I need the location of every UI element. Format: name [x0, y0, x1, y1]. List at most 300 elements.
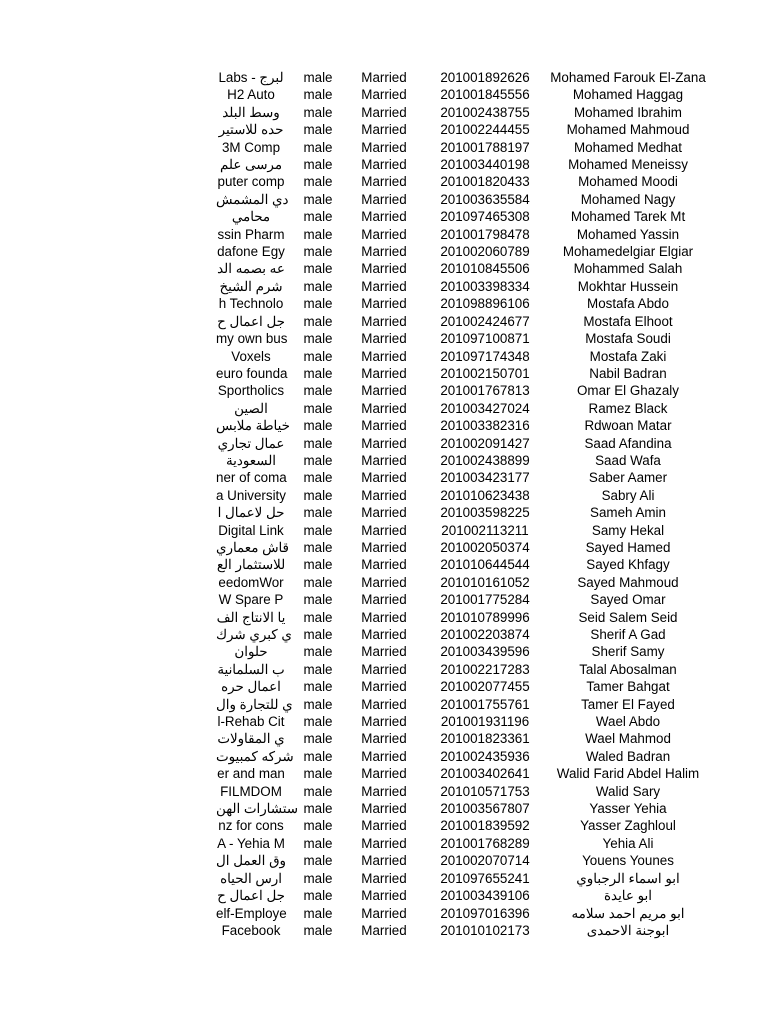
company-cell: جل اعمال ح — [217, 313, 285, 329]
marital-status-cell: Married — [361, 348, 407, 364]
company-cell: مرسى علم — [220, 157, 282, 173]
marital-status-cell: Married — [361, 278, 407, 294]
table-row — [0, 121, 768, 138]
table-row — [0, 139, 768, 156]
phone-cell: 201097100871 — [440, 331, 530, 347]
company-cell: ب السلمانية — [217, 661, 285, 677]
marital-status-cell: Married — [361, 261, 407, 277]
name-cell: Mostafa Abdo — [587, 296, 669, 312]
company-cell: ستشارات الهن — [216, 801, 298, 817]
company-cell: اعمال حره — [221, 679, 281, 695]
phone-cell: 201010571753 — [440, 783, 530, 799]
table-row — [0, 260, 768, 277]
name-cell: Sameh Amin — [590, 505, 666, 521]
table-row — [0, 905, 768, 922]
table-row — [0, 870, 768, 887]
name-cell: Tamer Bahgat — [586, 679, 670, 695]
name-cell: Walid Sary — [595, 783, 661, 799]
company-cell: ي للتجارة وال — [216, 696, 293, 712]
company-cell: euro founda — [216, 365, 288, 381]
table-row — [0, 452, 768, 469]
phone-cell: 201097465308 — [440, 209, 530, 225]
company-cell: حده للاستير — [218, 122, 284, 138]
marital-status-cell: Married — [361, 557, 407, 573]
gender-cell: male — [303, 574, 333, 590]
table-row — [0, 104, 768, 121]
company-cell: Sportholics — [217, 383, 285, 399]
gender-cell: male — [303, 853, 333, 869]
name-cell: Sayed Omar — [590, 592, 666, 608]
company-cell: nz for cons — [218, 818, 284, 834]
table-row — [0, 348, 768, 365]
phone-cell: 201003440198 — [440, 157, 530, 173]
table-row — [0, 435, 768, 452]
name-cell: Wael Abdo — [595, 714, 661, 730]
company-cell: ssin Pharm — [217, 226, 285, 242]
company-cell: حلوان — [234, 644, 268, 660]
table-row — [0, 243, 768, 260]
marital-status-cell: Married — [361, 696, 407, 712]
phone-cell: 201010789996 — [440, 609, 530, 625]
phone-cell: 201002060789 — [440, 244, 530, 260]
name-cell: Tamer El Fayed — [581, 696, 675, 712]
name-cell: Wael Mahmod — [585, 731, 671, 747]
marital-status-cell: Married — [361, 801, 407, 817]
marital-status-cell: Married — [361, 470, 407, 486]
gender-cell: male — [303, 714, 333, 730]
name-cell: Nabil Badran — [589, 365, 667, 381]
company-cell: W Spare P — [218, 592, 284, 608]
company-cell: يا الانتاج الف — [216, 609, 286, 625]
marital-status-cell: Married — [361, 888, 407, 904]
marital-status-cell: Married — [361, 748, 407, 764]
gender-cell: male — [303, 609, 333, 625]
gender-cell: male — [303, 470, 333, 486]
table-row — [0, 696, 768, 713]
phone-cell: 201001768289 — [440, 835, 530, 851]
marital-status-cell: Married — [361, 191, 407, 207]
gender-cell: male — [303, 661, 333, 677]
marital-status-cell: Married — [361, 783, 407, 799]
marital-status-cell: Married — [361, 627, 407, 642]
company-cell: A - Yehia M — [217, 835, 285, 851]
name-cell: Mohamed Ibrahim — [574, 104, 682, 120]
table-row — [0, 626, 768, 643]
name-cell: Sherif A Gad — [590, 627, 666, 642]
marital-status-cell: Married — [361, 313, 407, 329]
marital-status-cell: Married — [361, 365, 407, 381]
phone-cell: 201003439596 — [440, 644, 530, 660]
table-row — [0, 487, 768, 504]
marital-status-cell: Married — [361, 157, 407, 173]
table-row — [0, 609, 768, 626]
marital-status-cell: Married — [361, 835, 407, 851]
company-cell: للاستثمار الع — [216, 557, 286, 573]
company-cell: a University — [216, 487, 286, 503]
marital-status-cell: Married — [361, 766, 407, 782]
company-cell: dafone Egy — [217, 244, 285, 260]
name-cell: Mostafa Zaki — [589, 348, 667, 364]
gender-cell: male — [303, 818, 333, 834]
table-row — [0, 678, 768, 695]
gender-cell: male — [303, 835, 333, 851]
company-cell: وسط البلد — [222, 104, 280, 120]
phone-cell: 201003402641 — [440, 766, 530, 782]
table-row — [0, 295, 768, 312]
marital-status-cell: Married — [361, 922, 407, 938]
marital-status-cell: Married — [361, 661, 407, 677]
name-cell: Mohamed Mahmoud — [566, 122, 690, 138]
phone-cell: 201002244455 — [440, 122, 530, 138]
company-cell: خياطة ملابس — [216, 418, 290, 434]
marital-status-cell: Married — [361, 731, 407, 747]
company-cell: عه بصمه الد — [217, 261, 285, 277]
name-cell: Mohamed Medhat — [574, 139, 682, 155]
phone-cell: 201003382316 — [440, 418, 530, 434]
marital-status-cell: Married — [361, 331, 407, 347]
table-row — [0, 539, 768, 556]
phone-cell: 201002150701 — [440, 365, 530, 381]
phone-cell: 201010623438 — [440, 487, 530, 503]
marital-status-cell: Married — [361, 418, 407, 434]
company-cell: l-Rehab Cit — [217, 714, 285, 730]
gender-cell: male — [303, 331, 333, 347]
name-cell: Mohamedelgiar Elgiar — [562, 244, 694, 260]
company-cell: شرم الشيخ — [219, 278, 283, 294]
name-cell: Yehia Ali — [602, 835, 654, 851]
name-cell: Mohamed Farouk El-Zana — [550, 70, 706, 85]
phone-cell: 201002435936 — [440, 748, 530, 764]
marital-status-cell: Married — [361, 574, 407, 590]
gender-cell: male — [303, 731, 333, 747]
table-row — [0, 156, 768, 173]
table-row — [0, 417, 768, 434]
phone-cell: 201010161052 — [440, 574, 530, 590]
company-cell: puter comp — [217, 174, 285, 190]
phone-cell: 201001820433 — [440, 174, 530, 190]
company-cell: Facebook — [221, 922, 281, 938]
gender-cell: male — [303, 435, 333, 451]
company-cell: الصين — [234, 400, 268, 416]
gender-cell: male — [303, 644, 333, 660]
company-cell: ي المقاولات — [217, 731, 285, 747]
name-cell: Mohamed Haggag — [572, 87, 684, 103]
name-cell: Mokhtar Hussein — [577, 278, 679, 294]
gender-cell: male — [303, 766, 333, 782]
marital-status-cell: Married — [361, 174, 407, 190]
table-row — [0, 817, 768, 834]
phone-cell: 201002217283 — [440, 661, 530, 677]
gender-cell: male — [303, 139, 333, 155]
company-cell: وق العمل ال — [216, 853, 286, 869]
table-row — [0, 922, 768, 939]
gender-cell: male — [303, 557, 333, 573]
name-cell: Yasser Yehia — [589, 801, 667, 817]
table-row — [0, 730, 768, 747]
company-cell: Digital Link — [218, 522, 284, 538]
company-cell: my own bus — [216, 331, 288, 347]
name-cell: Omar El Ghazaly — [577, 383, 679, 399]
gender-cell: male — [303, 505, 333, 521]
name-cell: Mohamed Yassin — [576, 226, 680, 242]
gender-cell: male — [303, 174, 333, 190]
name-cell: Sherif Samy — [591, 644, 665, 660]
marital-status-cell: Married — [361, 818, 407, 834]
gender-cell: male — [303, 383, 333, 399]
company-cell: عمال تجاري — [217, 435, 285, 451]
company-cell: ي كبري شرك — [216, 627, 292, 642]
phone-cell: 201001798478 — [440, 226, 530, 242]
marital-status-cell: Married — [361, 87, 407, 103]
name-cell: Walid Farid Abdel Halim — [556, 766, 700, 782]
name-cell: Waled Badran — [585, 748, 671, 764]
gender-cell: male — [303, 313, 333, 329]
company-cell: شركه كمبيوت — [216, 748, 294, 764]
table-row — [0, 69, 768, 86]
phone-cell: 201001775284 — [440, 592, 530, 608]
table-row — [0, 765, 768, 782]
marital-status-cell: Married — [361, 505, 407, 521]
marital-status-cell: Married — [361, 209, 407, 225]
table-row — [0, 191, 768, 208]
gender-cell: male — [303, 905, 333, 921]
name-cell: Yasser Zaghloul — [580, 818, 676, 834]
phone-cell: 201010845506 — [440, 261, 530, 277]
company-cell: er and man — [217, 766, 285, 782]
name-cell: Saad Wafa — [595, 452, 661, 468]
company-cell: h Technolo — [218, 296, 284, 312]
company-cell: H2 Auto — [227, 87, 275, 103]
table-row — [0, 556, 768, 573]
table-row — [0, 643, 768, 660]
table-row — [0, 591, 768, 608]
company-cell: دي المشمش — [216, 191, 289, 207]
gender-cell: male — [303, 365, 333, 381]
table-row — [0, 852, 768, 869]
table-row — [0, 382, 768, 399]
phone-cell: 201010102173 — [440, 922, 530, 938]
phone-cell: 201002113211 — [441, 522, 529, 538]
name-cell: Saad Afandina — [584, 435, 672, 451]
phone-cell: 201001839592 — [440, 818, 530, 834]
marital-status-cell: Married — [361, 244, 407, 260]
gender-cell: male — [303, 209, 333, 225]
phone-cell: 201001845556 — [440, 87, 530, 103]
name-cell: Rdwoan Matar — [584, 418, 672, 434]
name-cell: Mohammed Salah — [573, 261, 683, 277]
gender-cell: male — [303, 191, 333, 207]
name-cell: ابوجنة الاحمدى — [586, 922, 670, 938]
name-cell: Mohamed Tarek Mt — [570, 209, 686, 225]
name-cell: Sabry Ali — [601, 487, 655, 503]
marital-status-cell: Married — [361, 435, 407, 451]
company-cell: 3M Comp — [221, 139, 281, 155]
phone-cell: 201002077455 — [440, 679, 530, 695]
marital-status-cell: Married — [361, 522, 407, 538]
phone-cell: 201097655241 — [440, 870, 530, 886]
name-cell: Saber Aamer — [588, 470, 668, 486]
marital-status-cell: Married — [361, 592, 407, 608]
name-cell: Samy Hekal — [591, 522, 665, 538]
table-row — [0, 226, 768, 243]
table-row — [0, 783, 768, 800]
company-cell: جل اعمال ح — [217, 888, 285, 904]
table-row — [0, 365, 768, 382]
phone-cell: 201002050374 — [440, 539, 530, 555]
gender-cell: male — [303, 592, 333, 608]
company-cell: قاش معماري — [216, 539, 289, 555]
gender-cell: male — [303, 261, 333, 277]
gender-cell: male — [303, 888, 333, 904]
gender-cell: male — [303, 418, 333, 434]
table-row — [0, 330, 768, 347]
phone-cell: 201002091427 — [440, 435, 530, 451]
company-cell: eedomWor — [218, 574, 284, 590]
table-row — [0, 469, 768, 486]
company-cell: Voxels — [231, 348, 271, 364]
table-row — [0, 835, 768, 852]
marital-status-cell: Married — [361, 452, 407, 468]
table-row — [0, 522, 768, 539]
phone-cell: 201010644544 — [440, 557, 530, 573]
table-row — [0, 887, 768, 904]
gender-cell: male — [303, 87, 333, 103]
marital-status-cell: Married — [361, 870, 407, 886]
table-row — [0, 504, 768, 521]
phone-cell: 201002438755 — [440, 104, 530, 120]
table-row — [0, 313, 768, 330]
phone-cell: 201003567807 — [440, 801, 530, 817]
gender-cell: male — [303, 922, 333, 938]
phone-cell: 201003439106 — [440, 888, 530, 904]
phone-cell: 201097174348 — [440, 348, 530, 364]
phone-cell: 201003635584 — [440, 191, 530, 207]
name-cell: Mostafa Elhoot — [583, 313, 673, 329]
phone-cell: 201001767813 — [440, 383, 530, 399]
marital-status-cell: Married — [361, 400, 407, 416]
phone-cell: 201001931196 — [440, 714, 530, 730]
name-cell: Ramez Black — [588, 400, 668, 416]
gender-cell: male — [303, 783, 333, 799]
table-row — [0, 748, 768, 765]
gender-cell: male — [303, 296, 333, 312]
name-cell: Mostafa Soudi — [585, 331, 671, 347]
gender-cell: male — [303, 452, 333, 468]
table-row — [0, 278, 768, 295]
gender-cell: male — [303, 278, 333, 294]
marital-status-cell: Married — [361, 383, 407, 399]
gender-cell: male — [303, 679, 333, 695]
name-cell: Sayed Khfagy — [586, 557, 670, 573]
marital-status-cell: Married — [361, 487, 407, 503]
name-cell: Sayed Hamed — [585, 539, 671, 555]
name-cell: ابو مريم احمد سلامه — [571, 905, 685, 921]
name-cell: Mohamed Nagy — [580, 191, 676, 207]
name-cell: Mohamed Meneissy — [568, 157, 688, 173]
marital-status-cell: Married — [361, 609, 407, 625]
company-cell: Labs - لبرج — [218, 70, 284, 85]
company-cell: السعودية — [226, 452, 276, 468]
phone-cell: 201001892626 — [440, 70, 530, 85]
company-cell: ارس الحياه — [220, 870, 282, 886]
phone-cell: 201002203874 — [440, 627, 530, 642]
phone-cell: 201002438899 — [440, 452, 530, 468]
gender-cell: male — [303, 870, 333, 886]
name-cell: ابو عايدة — [604, 888, 652, 904]
phone-cell: 201003598225 — [440, 505, 530, 521]
phone-cell: 201003423177 — [440, 470, 530, 486]
phone-cell: 201001788197 — [440, 139, 530, 155]
table-row — [0, 208, 768, 225]
gender-cell: male — [303, 539, 333, 555]
marital-status-cell: Married — [361, 905, 407, 921]
name-cell: Sayed Mahmoud — [577, 574, 679, 590]
name-cell: Mohamed Moodi — [578, 174, 678, 190]
gender-cell: male — [303, 748, 333, 764]
marital-status-cell: Married — [361, 226, 407, 242]
company-cell: محامي — [231, 209, 271, 225]
phone-cell: 201001755761 — [440, 696, 530, 712]
name-cell: Seid Salem Seid — [578, 609, 678, 625]
marital-status-cell: Married — [361, 70, 407, 85]
gender-cell: male — [303, 522, 333, 538]
gender-cell: male — [303, 696, 333, 712]
gender-cell: male — [303, 801, 333, 817]
marital-status-cell: Married — [361, 644, 407, 660]
phone-cell: 201003398334 — [440, 278, 530, 294]
phone-cell: 201003427024 — [440, 400, 530, 416]
marital-status-cell: Married — [361, 714, 407, 730]
name-cell: Youens Younes — [582, 853, 674, 869]
gender-cell: male — [303, 400, 333, 416]
gender-cell: male — [303, 487, 333, 503]
name-cell: Talal Abosalman — [579, 661, 677, 677]
gender-cell: male — [303, 244, 333, 260]
phone-cell: 201002424677 — [440, 313, 530, 329]
table-row — [0, 661, 768, 678]
table-row — [0, 713, 768, 730]
table-row — [0, 800, 768, 817]
gender-cell: male — [303, 122, 333, 138]
gender-cell: male — [303, 70, 333, 85]
company-cell: ner of coma — [216, 470, 287, 486]
name-cell: ابو اسماء الرجباوي — [576, 870, 680, 886]
table-row — [0, 400, 768, 417]
phone-cell: 201097016396 — [440, 905, 530, 921]
phone-cell: 201001823361 — [440, 731, 530, 747]
marital-status-cell: Married — [361, 679, 407, 695]
gender-cell: male — [303, 348, 333, 364]
table-row — [0, 574, 768, 591]
company-cell: elf-Employe — [216, 905, 287, 921]
table-row — [0, 86, 768, 103]
marital-status-cell: Married — [361, 853, 407, 869]
marital-status-cell: Married — [361, 139, 407, 155]
company-cell: FILMDOM — [220, 783, 282, 799]
marital-status-cell: Married — [361, 296, 407, 312]
marital-status-cell: Married — [361, 539, 407, 555]
phone-cell: 201002070714 — [440, 853, 530, 869]
company-cell: حل لاعمال ا — [217, 505, 285, 521]
marital-status-cell: Married — [361, 104, 407, 120]
phone-cell: 201098896106 — [440, 296, 530, 312]
gender-cell: male — [303, 157, 333, 173]
gender-cell: male — [303, 226, 333, 242]
gender-cell: male — [303, 627, 333, 642]
table-row — [0, 173, 768, 190]
gender-cell: male — [303, 104, 333, 120]
data-table — [0, 69, 768, 939]
